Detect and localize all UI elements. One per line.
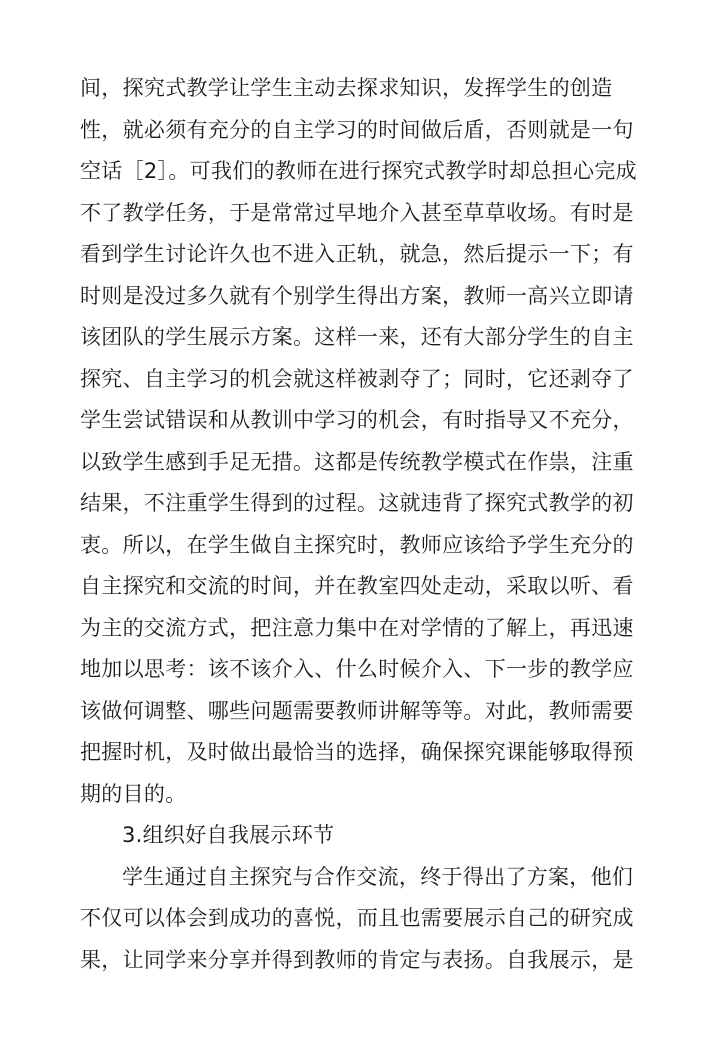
text-line: 自主探究和交流的时间，并在教室四处走动，采取以听、看 bbox=[80, 574, 634, 598]
text-line: 学生尝试错误和从教训中学习的机会，有时指导又不充分， bbox=[80, 408, 634, 432]
paragraph-1 bbox=[80, 68, 660, 815]
text-line: 不仅可以体会到成功的喜悦，而且也需要展示自己的研究成 bbox=[80, 906, 634, 930]
text-line: 结果，不注重学生得到的过程。这就违背了探究式教学的初 bbox=[80, 491, 634, 515]
text-line: 看到学生讨论许久也不进入正轨，就急，然后提示一下；有 bbox=[80, 242, 634, 266]
text-line: 地加以思考：该不该介入、什么时候介入、下一步的教学应 bbox=[80, 657, 634, 681]
text-line: 该团队的学生展示方案。这样一来，还有大部分学生的自主 bbox=[80, 325, 634, 349]
text-line: 把握时机，及时做出最恰当的选择，确保探究课能够取得预 bbox=[80, 740, 634, 764]
text-line: 不了教学任务，于是常常过早地介入甚至草草收场。有时是 bbox=[80, 200, 634, 225]
text-line: 间，探究式教学让学生主动去探求知识，发挥学生的创造 bbox=[80, 76, 613, 100]
text-line: 该做何调整、哪些问题需要教师讲解等等。对此，教师需要 bbox=[80, 698, 634, 723]
text-line: 期的目的。 bbox=[80, 781, 187, 806]
text-line: 空话［2］。可我们的教师在进行探究式教学时却总担心完成 bbox=[80, 159, 637, 183]
text-line: 果，让同学来分享并得到教师的肯定与表扬。自我展示，是 bbox=[80, 947, 634, 972]
text-line: 探究、自主学习的机会就这样被剥夺了；同时，它还剥夺了 bbox=[80, 366, 634, 391]
text-line: 时则是没过多久就有个别学生得出方案，教师一高兴立即请 bbox=[80, 283, 634, 308]
section-heading: 3.组织好自我展示环节 bbox=[122, 823, 335, 847]
text-line: 衷。所以，在学生做自主探究时，教师应该给予学生充分的 bbox=[80, 532, 634, 557]
document-body bbox=[80, 68, 660, 981]
text-line: 性，就必须有充分的自主学习的时间做后盾，否则就是一句 bbox=[80, 117, 634, 142]
text-line: 为主的交流方式，把注意力集中在对学情的了解上，再迅速 bbox=[80, 615, 634, 640]
paragraph-2 bbox=[80, 857, 660, 982]
text-line: 以致学生感到手足无措。这都是传统教学模式在作祟，注重 bbox=[80, 449, 634, 474]
text-line: 学生通过自主探究与合作交流，终于得出了方案，他们 bbox=[122, 864, 634, 889]
